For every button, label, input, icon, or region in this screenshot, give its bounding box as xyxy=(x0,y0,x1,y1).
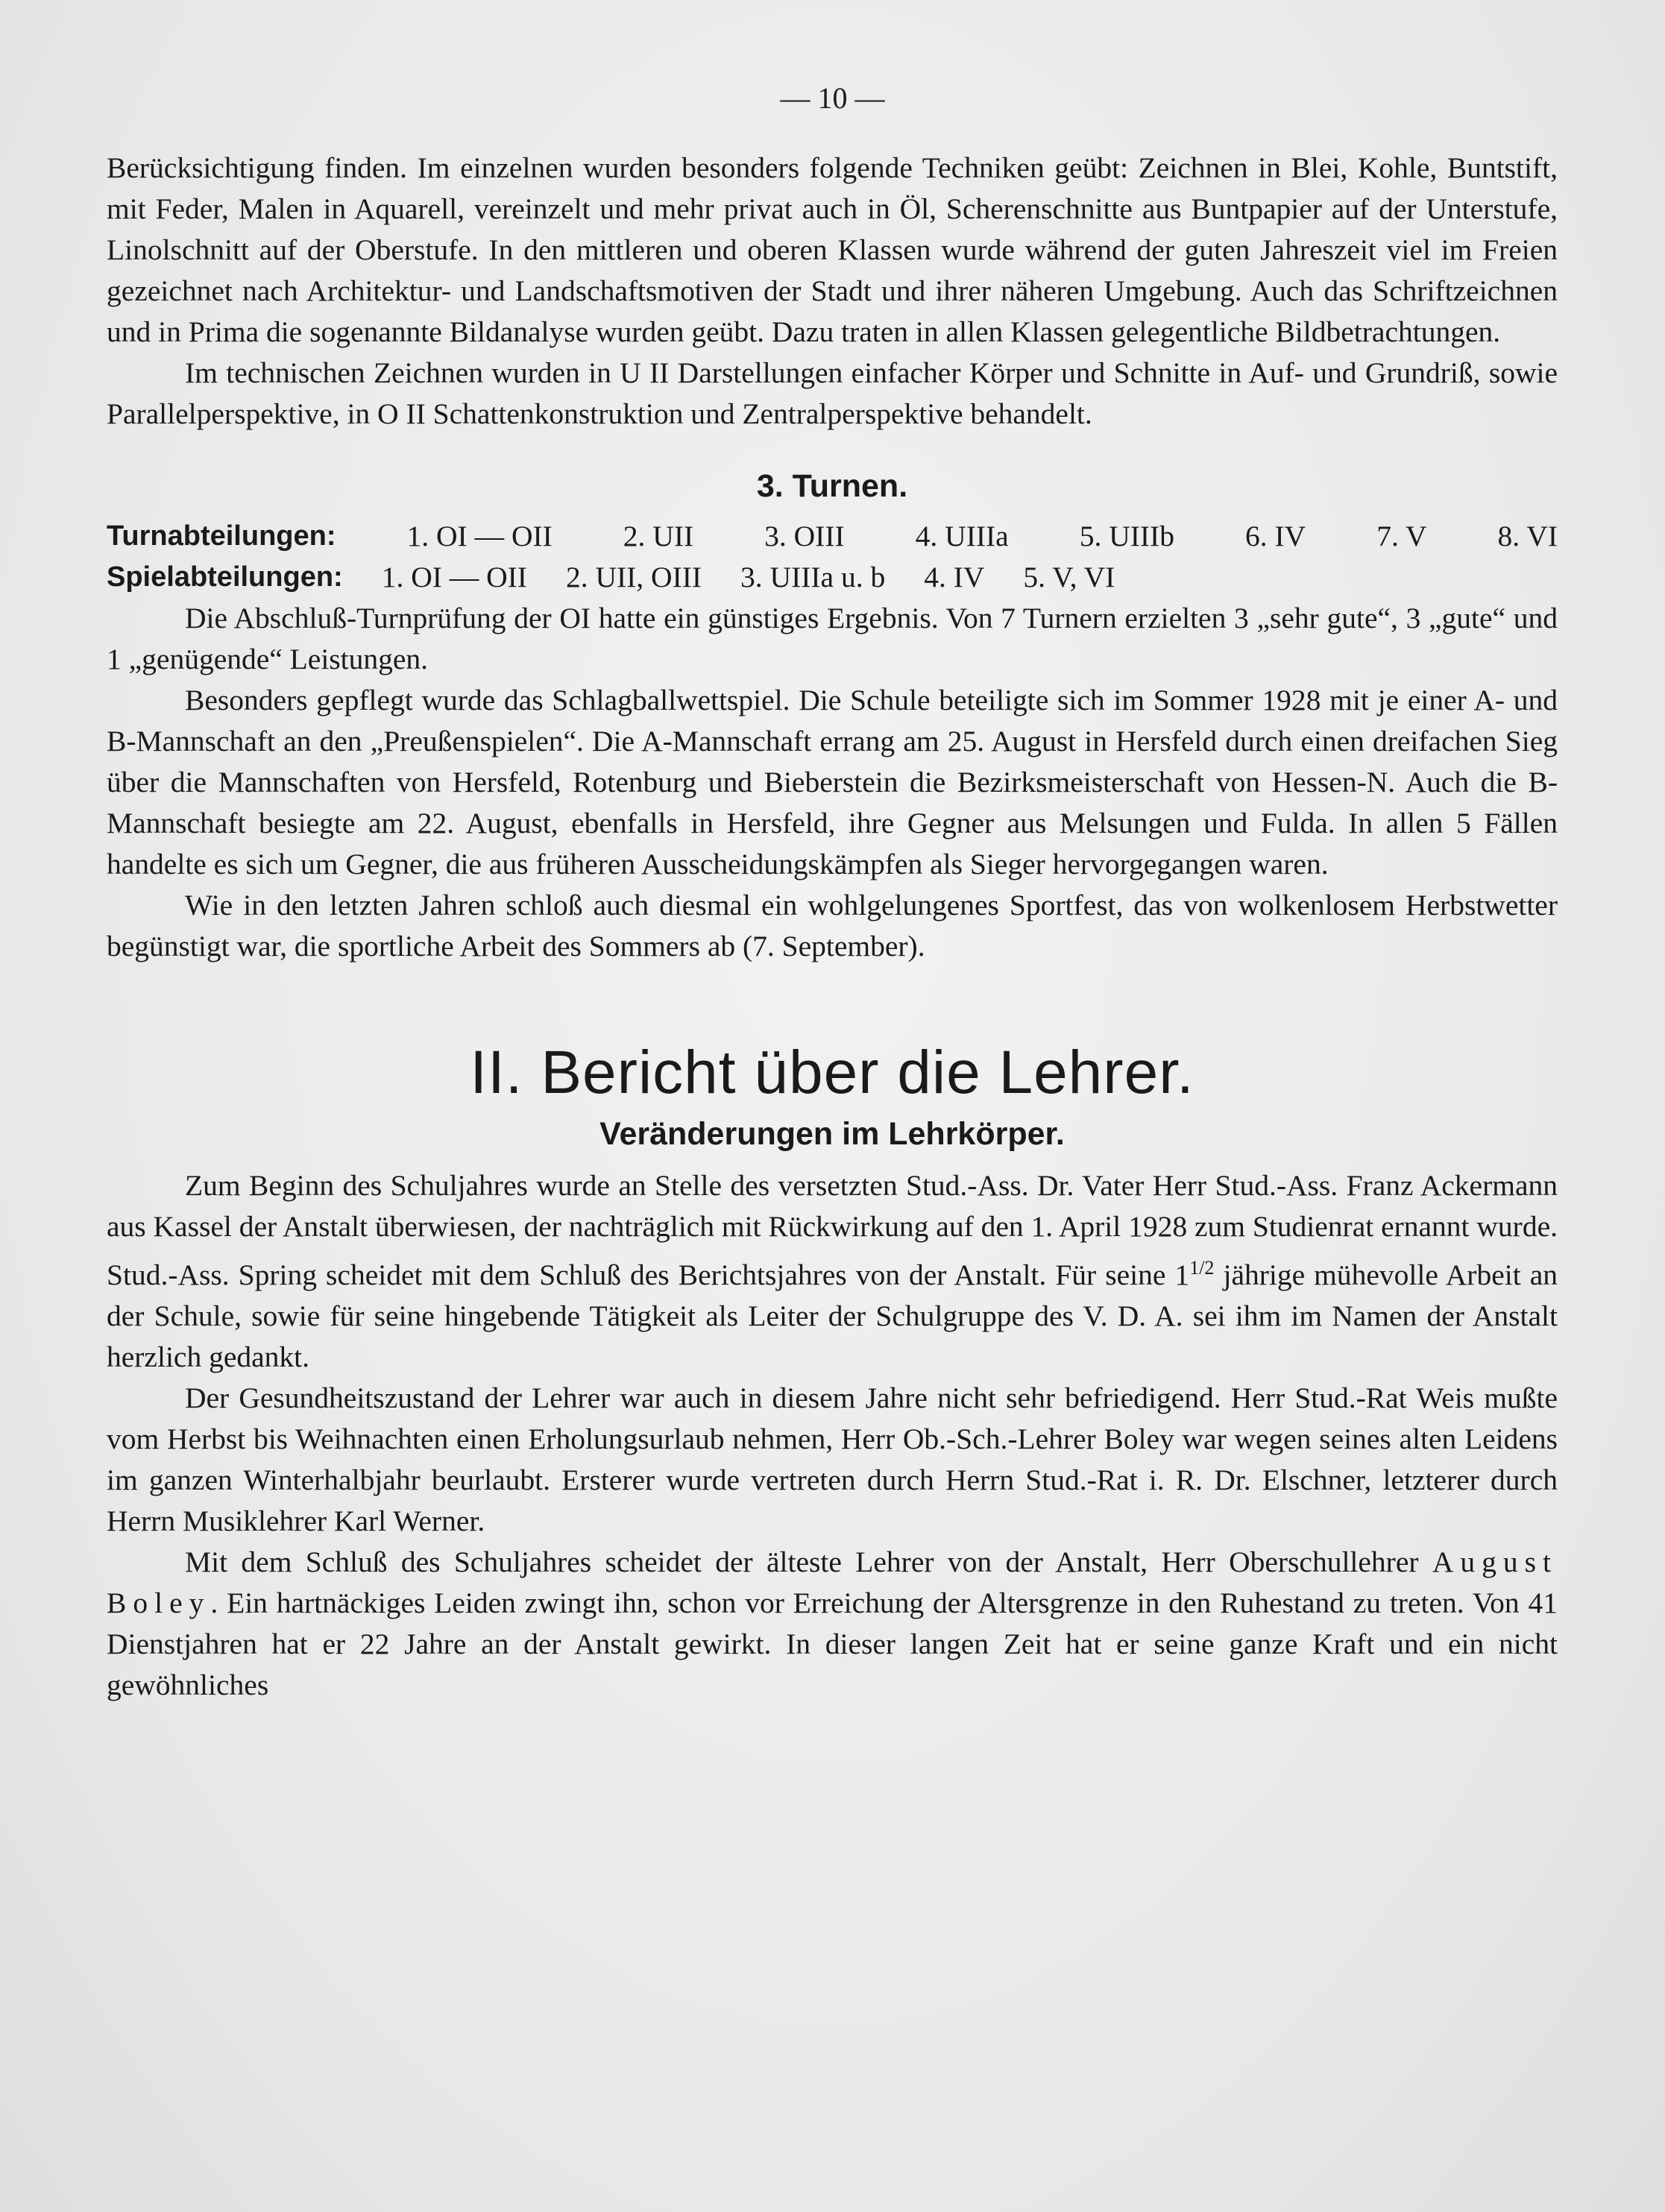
turnabteilung-item: 1. OI — OII xyxy=(406,520,553,552)
turnabteilungen-label: Turnabteilungen: xyxy=(107,520,336,552)
text-segment: Mit dem Schluß des Schuljahres scheidet der älteste Lehrer von der Anstalt, Herr Oberschullehrer xyxy=(185,1545,1419,1579)
turnabteilung-item: 2. UII xyxy=(623,520,694,552)
spielabteilung-item: 2. UII, OIII xyxy=(565,561,702,593)
section-heading-turnen: 3. Turnen. xyxy=(756,468,908,504)
turnabteilung-item: 7. V xyxy=(1376,520,1427,552)
text-segment: . Ein hartnäckiges Leiden zwingt ihn, schon vor Erreichung der Altersgrenze in den Ruhestand zu treten. Von 41 Dienstjahren hat er 22 Jahre an der Anstalt gewirkt. In dieser langen Zeit hat er seine ganze Kraft und ein nicht gewöhnliches xyxy=(107,1586,1558,1702)
paragraph-schlagball: Besonders gepflegt wurde das Schlagballwettspiel. Die Schule beteiligte sich im Sommer 1928 mit je einer A- und B-Mannschaft an den „Preußenspielen“. Die A-Mannschaft errang am 25. August in Hersfeld durch einen dreifachen Sieg über die Mannschaften von Hersfeld, Rotenburg und Bieberstein die Bezirksmeisterschaft von Hessen-N. Auch die B-Mannschaft besiegte am 22. August, ebenfalls in Hersfeld, ihre Gegner aus Melsungen und Fulda. In allen 5 Fällen handelte es sich um Gegner, die aus früheren Ausscheidungskämpfen als Sieger hervorgegangen waren. xyxy=(107,684,1558,880)
spielabteilung-item: 3. UIIIa u. b xyxy=(740,561,886,593)
turnabteilungen-row xyxy=(107,516,1558,557)
turnabteilung-item: 5. UIIIb xyxy=(1079,520,1174,552)
paragraph-sportfest: Wie in den letzten Jahren schloß auch diesmal ein wohlgelungenes Sportfest, das von wolkenlosem Herbstwetter begünstigt war, die sportliche Arbeit des Sommers ab (7. September). xyxy=(107,889,1558,962)
paragraph-technisches-zeichnen: Im technischen Zeichnen wurden in U II Darstellungen einfacher Körper und Schnitte in Auf- und Grundriß, sowie Parallelperspektive, in O II Schattenkonstruktion und Zentralperspektive behandelt. xyxy=(107,356,1558,430)
page-number: — 10 — xyxy=(780,81,885,115)
turnabteilung-item: 8. VI xyxy=(1497,520,1558,552)
main-heading-lehrer: II. Bericht über die Lehrer. xyxy=(470,1039,1195,1106)
spielabteilung-item: 5. V, VI xyxy=(1023,561,1115,593)
sub-heading-lehrkoerper: Veränderungen im Lehrkörper. xyxy=(599,1116,1065,1152)
spielabteilung-item: 1. OI — OII xyxy=(381,561,527,593)
paragraph-boley xyxy=(107,1542,1558,1706)
spielabteilungen-row xyxy=(107,557,1558,598)
page-content xyxy=(107,148,1558,1706)
paragraph-turnpruefung: Die Abschluß-Turnprüfung der OI hatte ein günstiges Ergebnis. Von 7 Turnern erzielten 3 „sehr gute“, 3 „gute“ und 1 „genügende“ Leistungen. xyxy=(107,602,1558,675)
fraction-half: 1/2 xyxy=(1189,1257,1215,1279)
turnabteilung-item: 6. IV xyxy=(1244,520,1306,552)
turnabteilung-item: 3. OIII xyxy=(764,520,845,552)
paragraph-gesundheitszustand: Der Gesundheitszustand der Lehrer war auch in diesem Jahre nicht sehr befriedigend. Herr Stud.-Rat Weis mußte vom Herbst bis Weihnachten einen Erholungsurlaub nehmen, Herr Ob.-Sch.-Lehrer Boley war wegen seines alten Leidens im ganzen Winterhalbjahr beurlaubt. Ersterer wurde vertreten durch Herrn Stud.-Rat i. R. Dr. Elschner, letzterer durch Herrn Musiklehrer Karl Werner. xyxy=(107,1381,1558,1538)
text-segment: jährige mühevolle Arbeit an der Schule, sowie für seine hingebende Tätigkeit als Leiter der Schulgruppe des V. D. A. sei ihm im Namen der Anstalt herzlich gedankt. xyxy=(107,1258,1558,1374)
turnabteilung-item: 4. UIIIa xyxy=(915,520,1009,552)
text-segment: Zum Beginn des Schuljahres wurde an Stelle des versetzten Stud.-Ass. Dr. Vater Herr Stud.-Ass. Franz Ackermann aus Kassel der Anstalt überwiesen, der nachträglich mit Rückwirkung auf den 1. April 1928 zum Studienrat ernannt wurde. Stud.-Ass. Spring scheidet mit dem Schluß des Berichtsjahres von der Anstalt. Für seine 1 xyxy=(107,1169,1558,1292)
paragraph-zeichnen-techniken: Berücksichtigung finden. Im einzelnen wurden besonders folgende Techniken geübt: Zeichnen in Blei, Kohle, Buntstift, mit Feder, Malen in Aquarell, vereinzelt und mehr privat auch in Öl, Scherenschnitte aus Buntpapier auf der Unterstufe, Linolschnitt auf der Oberstufe. In den mittleren und oberen Klassen wurde während der guten Jahreszeit viel im Freien gezeichnet nach Architektur- und Landschaftsmotiven der Stadt und ihrer näheren Umgebung. Auch das Schriftzeichnen und in Prima die sogenannte Bildanalyse wurden geübt. Dazu traten in allen Klassen gelegentliche Bildbetrachtungen. xyxy=(107,151,1558,348)
teacher-name: August Boley xyxy=(107,1545,1558,1620)
paragraph-schuljahr-beginn xyxy=(107,1165,1558,1378)
spielabteilungen-label: Spielabteilungen: xyxy=(107,561,343,593)
spielabteilung-item: 4. IV xyxy=(924,561,985,593)
